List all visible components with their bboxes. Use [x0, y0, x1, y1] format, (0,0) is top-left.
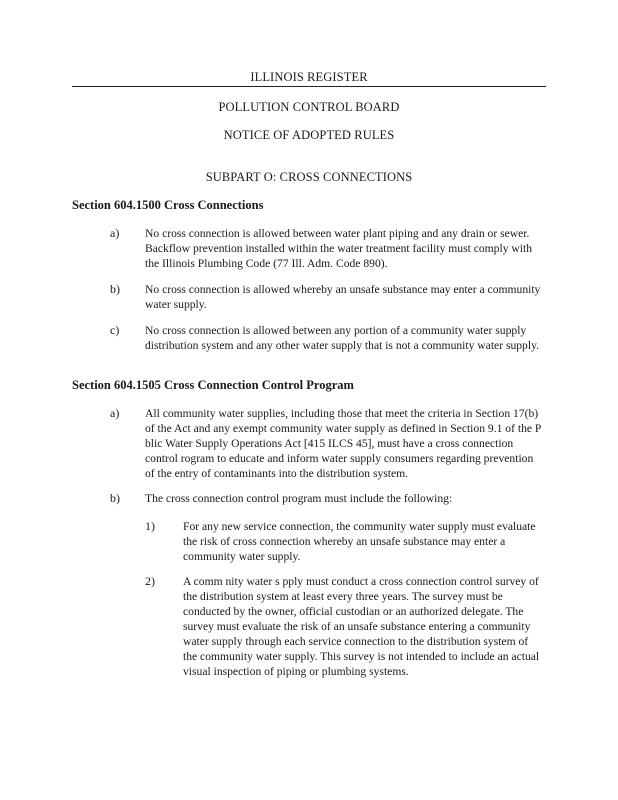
- header-rule: [72, 86, 546, 87]
- notice-title: NOTICE OF ADOPTED RULES: [223, 128, 395, 142]
- register-title: ILLINOIS REGISTER: [250, 70, 368, 84]
- item-text: No cross connection is allowed between water plant piping and any drain or sewer. Backflow prevention installed within the water treatment facility must comply with the Illinois Plumbing Code (77 Ill. Adm. Code 890).: [145, 227, 533, 270]
- subitem-text: A comm nity water s pply must conduct a cross connection control survey of the distribution system at least every three years. The survey must be conducted by the owner, official custodian or an authorized delegate. The survey must evaluate the risk of an unsafe substance entering a community water supply through each service connection to the distribution system of the community water supply. This survey is not intended to include an actual visual inspection of piping or plumbing systems.: [183, 575, 540, 678]
- item-label: a): [110, 406, 120, 420]
- item-label: a): [110, 226, 120, 240]
- board-name: POLLUTION CONTROL BOARD: [218, 100, 400, 114]
- item-text: No cross connection is allowed between any portion of a community water supply distribution system and any other water supply that is not a community water supply.: [145, 324, 540, 352]
- subitem-label: 1): [145, 519, 155, 533]
- section-1500-heading: Section 604.1500 Cross Connections: [72, 198, 264, 212]
- item-label: b): [110, 282, 120, 296]
- item-text: The cross connection control program must include the following:: [145, 492, 453, 505]
- section-1505-heading: Section 604.1505 Cross Connection Control Program: [72, 378, 354, 392]
- subpart-heading: SUBPART O: CROSS CONNECTIONS: [205, 170, 413, 184]
- subitem-label: 2): [145, 574, 155, 588]
- item-label: c): [110, 323, 120, 337]
- item-text: No cross connection is allowed whereby an unsafe substance may enter a community water supply.: [145, 283, 541, 311]
- subitem-text: For any new service connection, the community water supply must evaluate the risk of cross connection whereby an unsafe substance may enter a community water supply.: [183, 520, 536, 563]
- item-text: All community water supplies, including those that meet the criteria in Section 17(b) of the Act and any exempt community water supply as defined in Section 9.1 of the P blic Water Supply Operations Act [415 ILCS 45], must have a cross connection control rogram to educate and inform water supply consumers regarding prevention of the entry of contaminants into the distribution system.: [145, 407, 541, 480]
- item-label: b): [110, 491, 120, 505]
